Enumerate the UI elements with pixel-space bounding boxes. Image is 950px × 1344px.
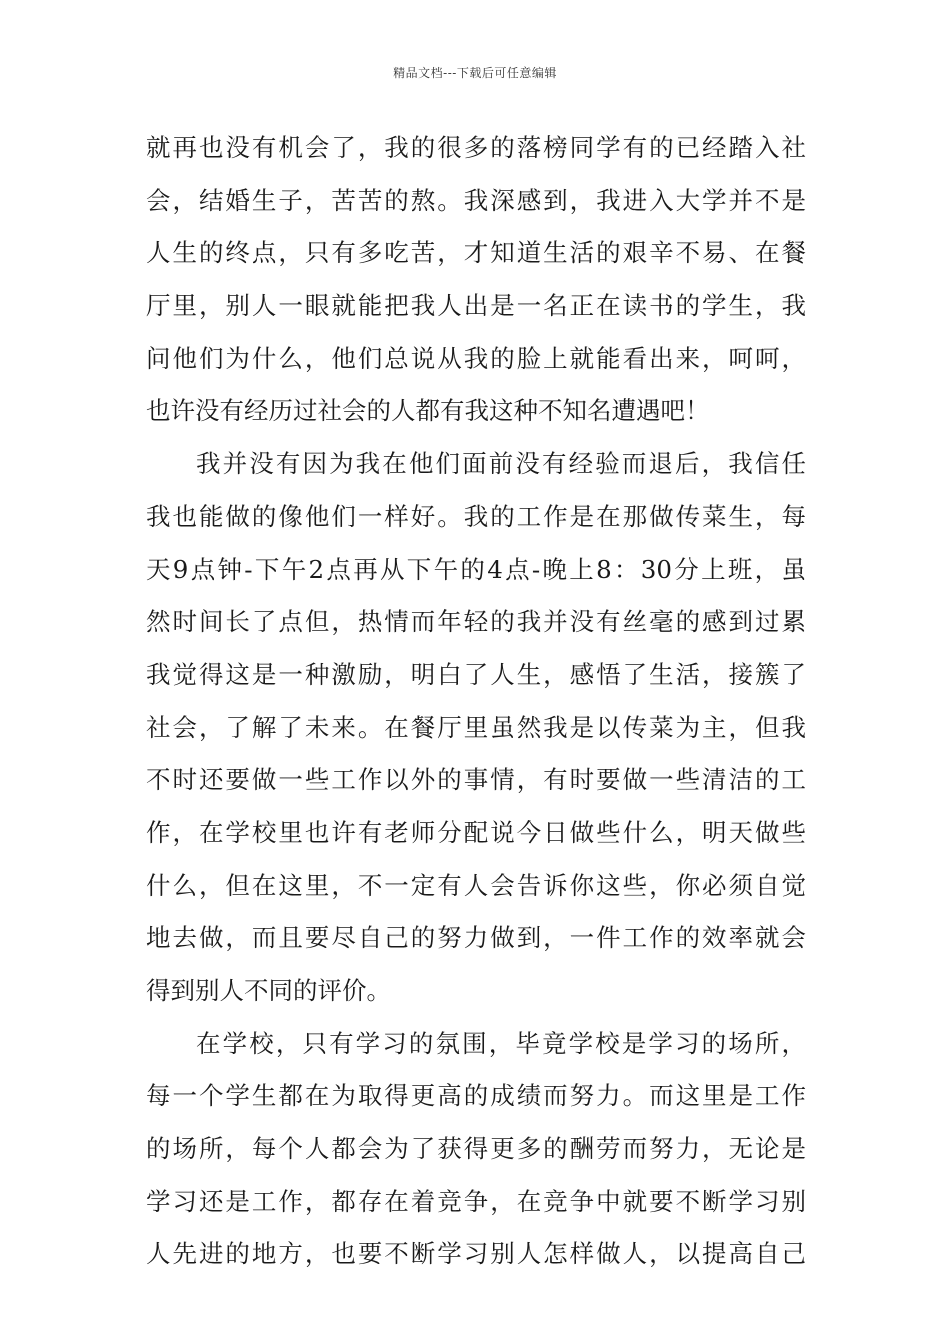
page-header: 精品文档---下载后可任意编辑 [393, 66, 557, 80]
paragraph [146, 122, 806, 438]
document-body [146, 122, 806, 1281]
text-line: 地去做，而且要尽自己的努力做到，一件工作的效率就会 [146, 923, 806, 953]
text-line: 我并没有因为我在他们面前没有经验而退后，我信任 [196, 449, 806, 479]
text-line: 然时间长了点但，热情而年轻的我并没有丝毫的感到过累 [146, 607, 806, 637]
text-line: 问他们为什么，他们总说从我的脸上就能看出来，呵呵， [146, 343, 806, 373]
paragraph [146, 1018, 806, 1281]
text-line: 学习还是工作，都存在着竞争，在竞争中就要不断学习别 [146, 1186, 806, 1216]
text-line: 得到别人不同的评价。 [146, 976, 391, 1005]
text-line: 在学校，只有学习的氛围，毕竟学校是学习的场所， [196, 1028, 806, 1058]
text-line: 我觉得这是一种激励，明白了人生，感悟了生活，接簇了 [146, 659, 806, 689]
text-line: 不时还要做一些工作以外的事情，有时要做一些清洁的工 [146, 765, 806, 795]
text-line: 什么，但在这里，不一定有人会告诉你这些，你必须自觉 [146, 870, 806, 900]
text-line: 每一个学生都在为取得更高的成绩而努力。而这里是工作 [146, 1081, 806, 1111]
text-line: 也许没有经历过社会的人都有我这种不知名遭遇吧！ [146, 396, 710, 426]
text-line: 社会，了解了未来。在餐厅里虽然我是以传菜为主，但我 [146, 712, 806, 742]
text-line: 我也能做的像他们一样好。我的工作是在那做传菜生，每 [146, 501, 806, 531]
text-line: 厅里，别人一眼就能把我人出是一名正在读书的学生，我 [146, 291, 806, 321]
text-line: 人先进的地方，也要不断学习别人怎样做人，以提高自己 [146, 1239, 806, 1269]
text-line: 的场所，每个人都会为了获得更多的酬劳而努力，无论是 [146, 1134, 806, 1164]
text-line: 天9点钟-下午2点再从下午的4点-晚上8：30分上班，虽 [146, 554, 806, 584]
text-line: 会，结婚生子，苦苦的熬。我深感到，我进入大学并不是 [146, 185, 806, 215]
text-line: 作，在学校里也许有老师分配说今日做些什么，明天做些 [146, 817, 806, 847]
text-line: 就再也没有机会了，我的很多的落榜同学有的已经踏入社 [146, 133, 806, 162]
paragraph [146, 438, 806, 1018]
text-line: 人生的终点，只有多吃苦，才知道生活的艰辛不易、在餐 [146, 238, 806, 268]
